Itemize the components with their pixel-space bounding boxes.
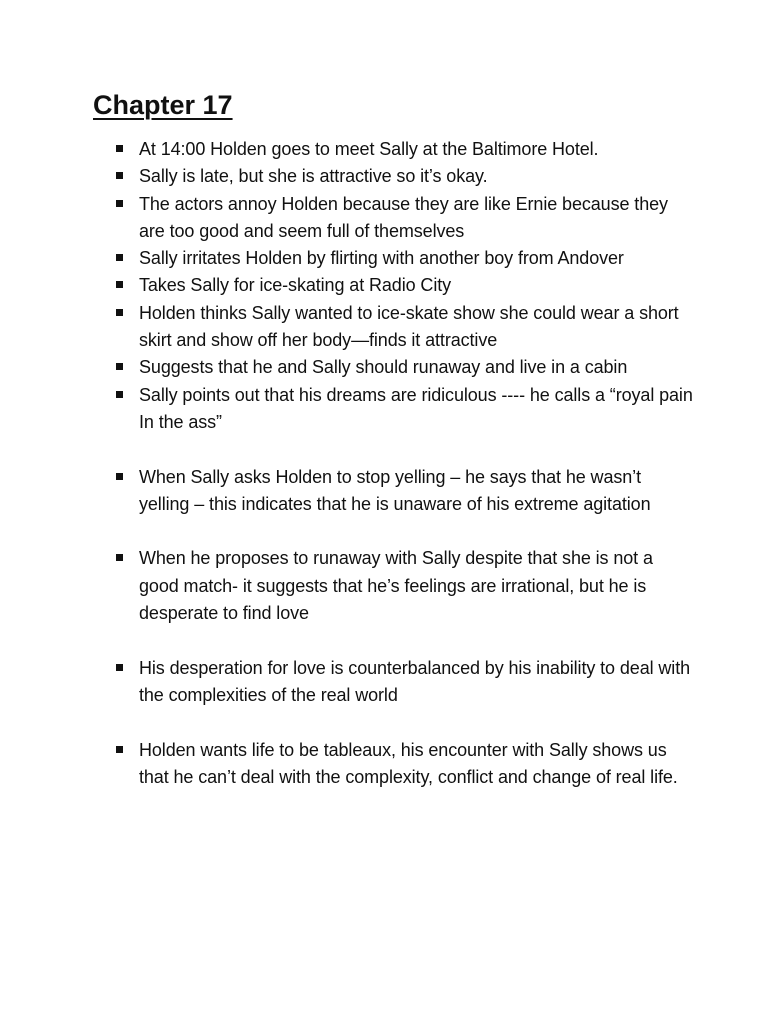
square-bullet-icon	[116, 309, 123, 316]
list-item	[114, 545, 694, 627]
list-item-text: Takes Sally for ice-skating at Radio City	[139, 275, 452, 296]
square-bullet-icon	[116, 254, 123, 261]
list-item-text: Sally irritates Holden by flirting with another boy from Andover	[139, 248, 624, 269]
list-item-text: His desperation for love is counterbalanced by his inability to deal with the complexities of the real world	[139, 657, 691, 705]
list-item-text: When he proposes to runaway with Sally despite that she is not a good match- it suggests that he’s feelings are irrational, but he is desperate to find love	[139, 548, 653, 624]
list-item	[114, 136, 694, 163]
square-bullet-icon	[116, 664, 123, 671]
list-item	[114, 272, 694, 299]
square-bullet-icon	[116, 746, 123, 753]
list-item-text: Sally is late, but she is attractive so it’s okay.	[139, 166, 488, 187]
list-item	[114, 655, 694, 710]
chapter-title: Chapter 17	[93, 90, 233, 120]
list-item-text: Sally points out that his dreams are ridiculous ---- he calls a “royal pain In the ass”	[139, 384, 693, 432]
list-item	[114, 737, 694, 792]
square-bullet-icon	[116, 391, 123, 398]
square-bullet-icon	[116, 281, 123, 288]
list-item	[114, 300, 694, 355]
square-bullet-icon	[116, 473, 123, 480]
list-item-text: Suggests that he and Sally should runaway and live in a cabin	[139, 357, 628, 378]
square-bullet-icon	[116, 200, 123, 207]
list-item-text: Holden thinks Sally wanted to ice-skate show she could wear a short skirt and show off her body—finds it attractive	[139, 302, 679, 351]
list-item-text: The actors annoy Holden because they are like Ernie because they are too good and seem full of themselves	[139, 193, 668, 241]
square-bullet-icon	[116, 172, 123, 179]
square-bullet-icon	[116, 554, 123, 561]
notes-list	[114, 136, 694, 791]
list-item-text: When Sally asks Holden to stop yelling – he says that he wasn’t yelling – this indicates that he is unaware of his extreme agitation	[139, 466, 651, 514]
square-bullet-icon	[116, 145, 123, 152]
list-item	[114, 464, 694, 519]
list-item	[114, 191, 694, 246]
list-item	[114, 382, 694, 437]
list-item	[114, 163, 694, 190]
list-item	[114, 245, 694, 272]
square-bullet-icon	[116, 363, 123, 370]
list-item-text: At 14:00 Holden goes to meet Sally at the Baltimore Hotel.	[139, 139, 599, 159]
list-item	[114, 354, 694, 381]
list-item-text: Holden wants life to be tableaux, his encounter with Sally shows us that he can’t deal with the complexity, conflict and change of real life.	[139, 739, 678, 787]
